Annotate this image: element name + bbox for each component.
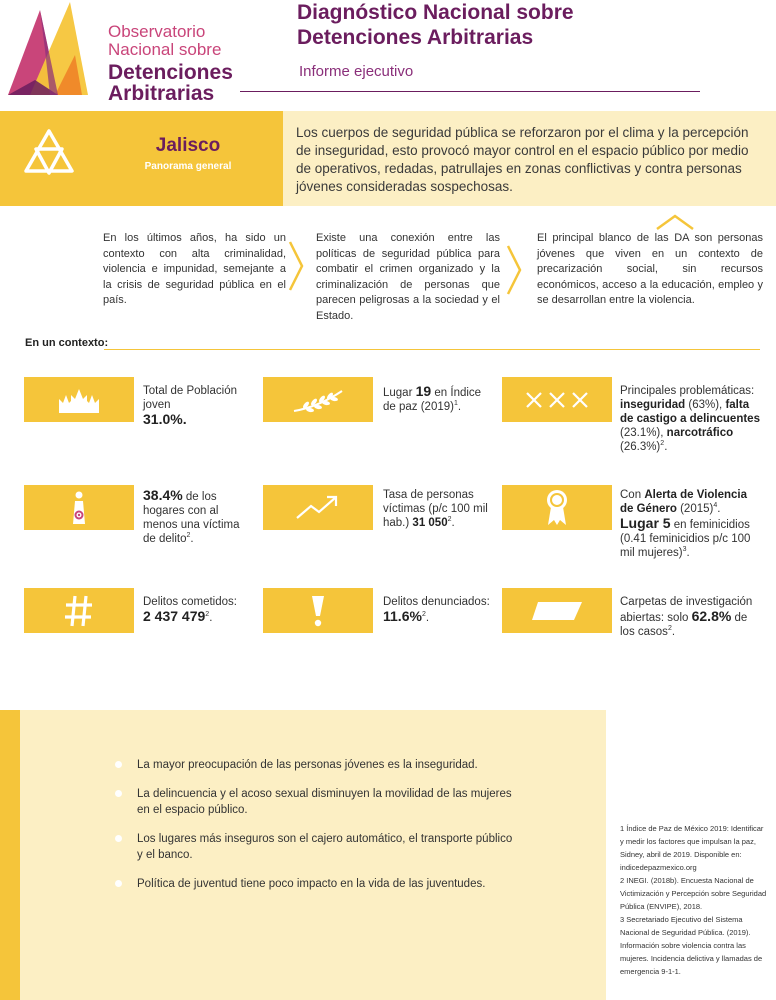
problem-share: (63%),	[685, 399, 726, 411]
state-name: Jalisco	[155, 135, 221, 156]
stat-crimes-committed: Delitos cometidos: 2 437 $479^2$.	[143, 596, 237, 624]
stat-label: de los hogares con al menos una víctima de delito	[143, 491, 240, 545]
problem-item: falta de castigo a delincuentes	[620, 399, 760, 425]
stat-icon-box	[263, 485, 373, 530]
people-crowns-icon	[54, 385, 104, 415]
stat-label: Carpetas de investigación abiertas: solo	[620, 596, 753, 624]
state-subtitle: Panorama general	[144, 161, 232, 172]
exclamation-icon	[310, 594, 326, 628]
intro-paragraph-2: Existe una conexión entre las políticas de seguridad pública para combatir el crimen organizado y la criminalización de personas que parecen peligrosas a la sociedad y el Estado.	[316, 232, 500, 322]
award-ribbon-icon	[544, 489, 570, 527]
footnote-ref: 2	[660, 440, 665, 448]
list-item: La delincuencia y el acoso sexual disminuyen la movilidad de las mujeres en el espacio público.	[115, 786, 520, 818]
stat-open-investigations: Carpetas de investigación abiertas: solo 62.8% de los casos$^2$.	[620, 596, 753, 638]
logo-line-3: Detenciones	[108, 61, 233, 84]
hash-icon	[64, 594, 94, 628]
stat-icon-box	[502, 588, 612, 633]
stat-label: Tasa de personas víctimas (p/c 100 mil hab.)	[383, 489, 488, 529]
folder-icon	[530, 600, 584, 622]
stat-label: Principales problemáticas:	[620, 385, 755, 397]
stat-icon-box	[263, 377, 373, 422]
triangle-emblem-icon	[22, 127, 76, 181]
stat-label: Con	[620, 489, 642, 501]
stat-label: Delitos denunciados:	[383, 596, 490, 608]
stat-value: Lugar 5	[620, 515, 671, 531]
xxx-icon	[525, 390, 589, 410]
context-divider	[104, 349, 760, 350]
footnote-ref: 3	[682, 546, 687, 554]
chevron-right-icon	[505, 244, 523, 296]
footnote-ref: 2	[205, 611, 210, 619]
wheat-icon	[290, 385, 346, 415]
stat-icon-box	[263, 588, 373, 633]
logo-wordmark	[108, 23, 233, 104]
stat-label: en Índice de paz (2019)	[383, 387, 482, 413]
alert-year: (2015)	[680, 503, 714, 515]
chevron-right-icon	[287, 240, 305, 292]
stat-value: 38.4%	[143, 487, 183, 503]
observatory-logo-icon	[0, 0, 110, 100]
pawn-target-icon	[69, 490, 89, 526]
stat-label: Lugar	[383, 387, 413, 399]
stat-value: 31 050	[412, 517, 448, 529]
intro-paragraph-1: En los últimos años, ha sido un contexto con alta criminalidad, violencia e impunidad, semejante a la crisis de seguridad pública en el país.	[103, 232, 286, 306]
stat-icon-box	[24, 485, 134, 530]
stat-label: de los casos	[620, 612, 748, 638]
stat-label: en feminicidios (0.41 feminicidios p/c 100 mil mujeres)	[620, 519, 751, 559]
stat-youth-population	[143, 384, 253, 428]
page-title	[297, 0, 574, 50]
stat-icon-box	[502, 485, 612, 530]
stat-value: 19	[415, 383, 432, 399]
stat-value: 62.8%	[691, 608, 732, 624]
stat-crimes-reported: Delitos denunciados: 11.6%$^2$.	[383, 596, 490, 624]
alert-name: Alerta de Violencia de Género	[620, 489, 748, 515]
footnote-3: 3 Secretariado Ejecutivo del Sistema Nacional de Seguridad Pública. (2019). Información sobre violencia contra las mujeres. Incidencia delictiva y llamadas de emergencia 9-1-1.	[620, 915, 763, 976]
stat-icon-box	[24, 377, 134, 422]
footnote-ref: 2	[667, 625, 672, 633]
stat-label: Delitos cometidos:	[143, 596, 237, 608]
problem-item: inseguridad	[620, 399, 686, 411]
footnote-ref: 1	[453, 400, 458, 408]
title-line-2: Detenciones Arbitrarias	[297, 26, 534, 49]
stat-label: Total de Población joven	[143, 385, 237, 411]
stat-value: 11.6%	[383, 608, 422, 624]
stat-victim-rate: Tasa de personas víctimas (p/c 100 mil hab.) 31 $050^2$.	[383, 489, 488, 529]
title-line-1: Diagnóstico Nacional sobre	[297, 1, 574, 24]
list-item: Los lugares más inseguros son el cajero automático, el transporte público y el banco.	[115, 831, 520, 863]
footnote-2: 2 INEGI. (2018b). Encuesta Nacional de Victimización y Percepción sobre Seguridad Pública (ENVIPE), 2018.	[620, 876, 767, 911]
problem-share: (23.1%),	[620, 427, 667, 439]
footnote-ref: 4	[713, 502, 718, 510]
context-label: En un contexto:	[25, 337, 109, 349]
logo-line-2: Nacional sobre	[108, 40, 222, 59]
footnotes	[620, 822, 768, 978]
trend-up-icon	[295, 494, 341, 522]
chevron-up-icon	[655, 213, 695, 231]
intro-paragraph-3: El principal blanco de las DA son personas jóvenes que viven en un contexto de precarización social, sin recursos económicos, acceso a la educación, empleo y se desarrollan entre la violencia.	[537, 232, 763, 306]
list-item: La mayor preocupación de las personas jóvenes es la inseguridad.	[115, 757, 520, 773]
footnote-ref: 2	[186, 532, 191, 540]
bottom-accent-bar	[0, 710, 20, 1000]
stat-icon-box	[502, 377, 612, 422]
banner-summary-text: Los cuerpos de seguridad pública se reforzaron por el clima y la percepción de inseguridad, esto provocó mayor control en el espacio público por medio de operativos, redadas, patrullajes en zonas conflictivas y contra personas jóvenes consideradas sospechosas.	[296, 125, 749, 194]
footnote-ref: 2	[447, 516, 452, 524]
stat-icon-box	[24, 588, 134, 633]
problem-share: (26.3%)	[620, 441, 661, 453]
problem-item: narcotráfico	[666, 427, 734, 439]
stat-value: 31.0%.	[143, 411, 187, 427]
stat-value: 2 437 479	[143, 608, 206, 624]
stat-main-problems: Principales problemáticas: inseguridad (63%), falta de castigo a delincuentes (23.1%), narcotráfico $(26.3\%)^2$.	[620, 385, 760, 453]
list-item: Política de juventud tiene poco impacto en la vida de las juventudes.	[115, 876, 520, 892]
footnote-1: 1 Índice de Paz de México 2019: Identificar y medir los factores que impulsan la paz, Sidney, abril de 2019. Disponible en: indicedepazmexico.org	[620, 824, 764, 872]
stat-victim-households: 38.4% de los hogares con al menos una víctima de delito$^2$.	[143, 487, 240, 545]
footnote-ref: 2	[421, 611, 426, 619]
page-subtitle: Informe ejecutivo	[299, 63, 414, 80]
title-divider	[240, 91, 700, 92]
logo-line-1: Observatorio	[108, 22, 206, 41]
logo-line-4: Arbitrarias	[108, 82, 215, 105]
stat-gender-alert: Con Alerta de Violencia de Género $(2015)^4$. Lugar 5 en feminicidios (0.41 feminicidios p/c 100 mil mujeres)$^3$.	[620, 489, 751, 559]
findings-list	[115, 757, 520, 905]
stat-peace-index: Lugar 19 en Índice de paz $(2019)^1$.	[383, 383, 482, 413]
